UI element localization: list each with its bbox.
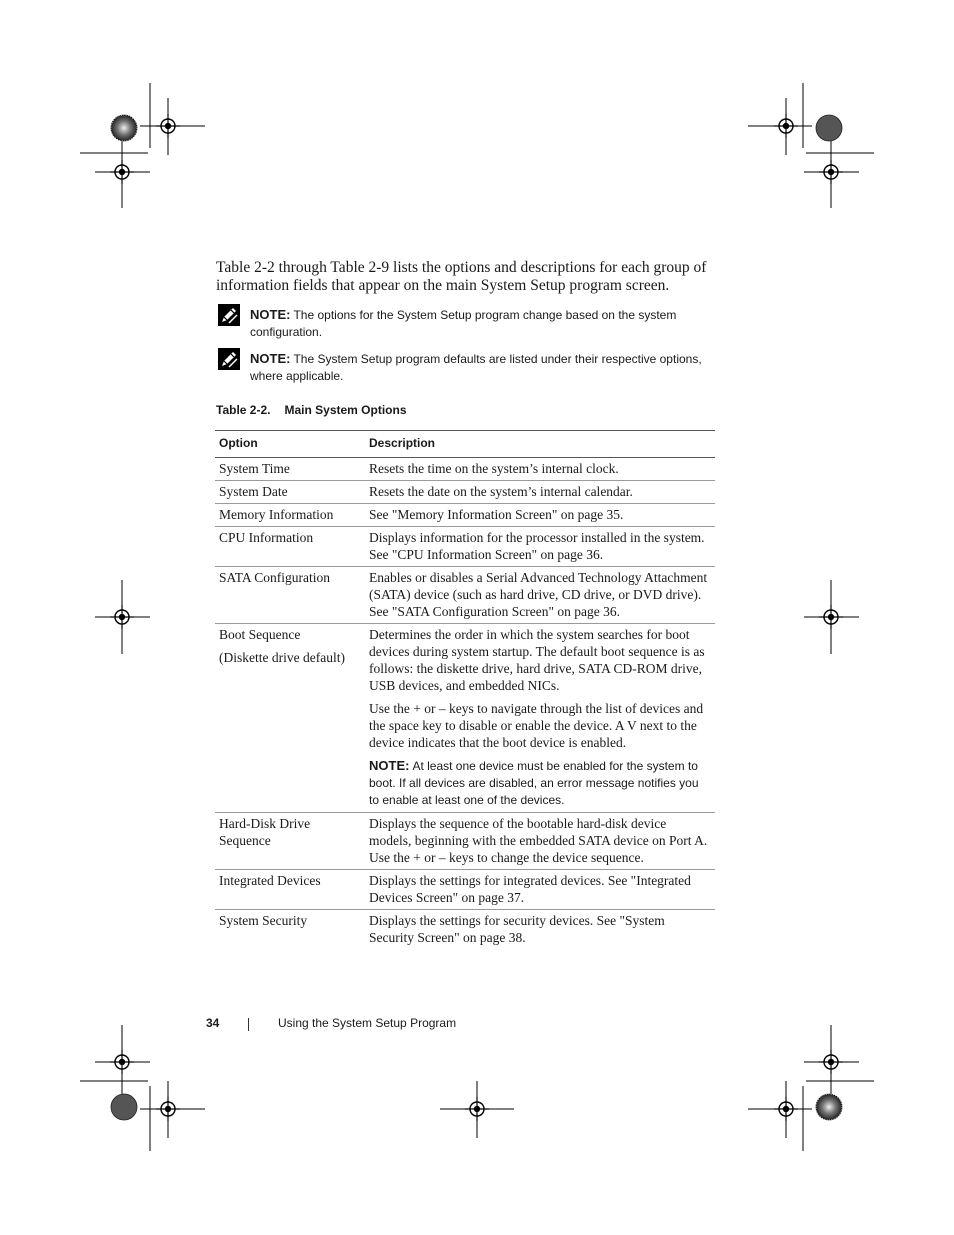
column-header-option: Option	[215, 431, 365, 458]
note-label: NOTE:	[250, 307, 291, 322]
footer-divider	[248, 1018, 249, 1031]
table-caption	[216, 403, 407, 417]
default-open-paren: (	[219, 650, 224, 665]
option-cell: Integrated Devices	[215, 870, 365, 910]
option-cell: Hard-Disk Drive Sequence	[215, 813, 365, 870]
description-cell: Displays the sequence of the bootable hard-disk device models, beginning with the embedded SATA device on Port A. Use the + or – keys to change the device sequence.	[365, 813, 715, 870]
default-value: Diskette drive	[223, 650, 300, 665]
option-default	[219, 649, 361, 666]
table-row	[215, 567, 715, 624]
table-row	[215, 910, 715, 950]
option-cell: SATA Configuration	[215, 567, 365, 624]
table-row	[215, 458, 715, 481]
main-system-options-table	[215, 430, 715, 949]
table-row	[215, 624, 715, 813]
description-cell: Resets the time on the system’s internal clock.	[365, 458, 715, 481]
description-cell: Displays the settings for integrated devices. See "Integrated Devices Screen" on page 37.	[365, 870, 715, 910]
option-cell: Memory Information	[215, 504, 365, 527]
note-pencil-icon	[218, 304, 240, 326]
note-text: At least one device must be enabled for the system to boot. If all devices are disabled, an error message notifies you to enable at least one of the devices.	[369, 759, 699, 807]
table-note	[369, 757, 711, 809]
note-label: NOTE:	[250, 351, 291, 366]
description-cell: Displays information for the processor installed in the system. See "CPU Information Screen" on page 36.	[365, 527, 715, 567]
table-caption-number: Table 2-2.	[216, 403, 271, 417]
table-caption-title: Main System Options	[284, 403, 407, 417]
description-cell: Enables or disables a Serial Advanced Technology Attachment (SATA) device (such as hard drive, CD drive, or DVD drive). See "SATA Configuration Screen" on page 36.	[365, 567, 715, 624]
note-text: The System Setup program defaults are listed under their respective options, where applicable.	[250, 352, 702, 383]
table-header-row	[215, 431, 715, 458]
footer-title: Using the System Setup Program	[278, 1016, 457, 1030]
table-row	[215, 481, 715, 504]
default-suffix: default)	[299, 650, 345, 665]
table-row	[215, 813, 715, 870]
note-label: NOTE:	[369, 758, 410, 773]
description-cell: See "Memory Information Screen" on page 35.	[365, 504, 715, 527]
description-paragraph: Use the + or – keys to navigate through the list of devices and the space key to disable or enable the device. A V next to the device indicates that the boot device is enabled.	[369, 701, 704, 750]
option-cell: CPU Information	[215, 527, 365, 567]
column-header-description: Description	[365, 431, 715, 458]
option-name: Boot Sequence	[219, 627, 301, 642]
option-cell: System Time	[215, 458, 365, 481]
option-cell	[215, 624, 365, 813]
note-2	[216, 350, 716, 385]
note-pencil-icon	[218, 348, 240, 370]
option-cell: System Date	[215, 481, 365, 504]
description-cell: Displays the settings for security devices. See "System Security Screen" on page 38.	[369, 913, 665, 945]
table-row	[215, 527, 715, 567]
note-text: The options for the System Setup program change based on the system configuration.	[250, 308, 677, 339]
note-1	[216, 306, 716, 341]
table-row	[215, 504, 715, 527]
option-cell: System Security	[219, 913, 308, 928]
description-paragraph: Determines the order in which the system searches for boot devices during system startup. The default boot sequence is as follows: the diskette drive, hard drive, SATA CD-ROM drive, USB devices, and embedded NICs.	[369, 627, 705, 693]
intro-paragraph: Table 2-2 through Table 2-9 lists the options and descriptions for each group of information fields that appear on the main System Setup program screen.	[216, 259, 707, 294]
table-row	[215, 870, 715, 910]
page-number: 34	[206, 1016, 220, 1030]
description-cell	[365, 624, 715, 813]
description-cell: Resets the date on the system’s internal calendar.	[365, 481, 715, 504]
